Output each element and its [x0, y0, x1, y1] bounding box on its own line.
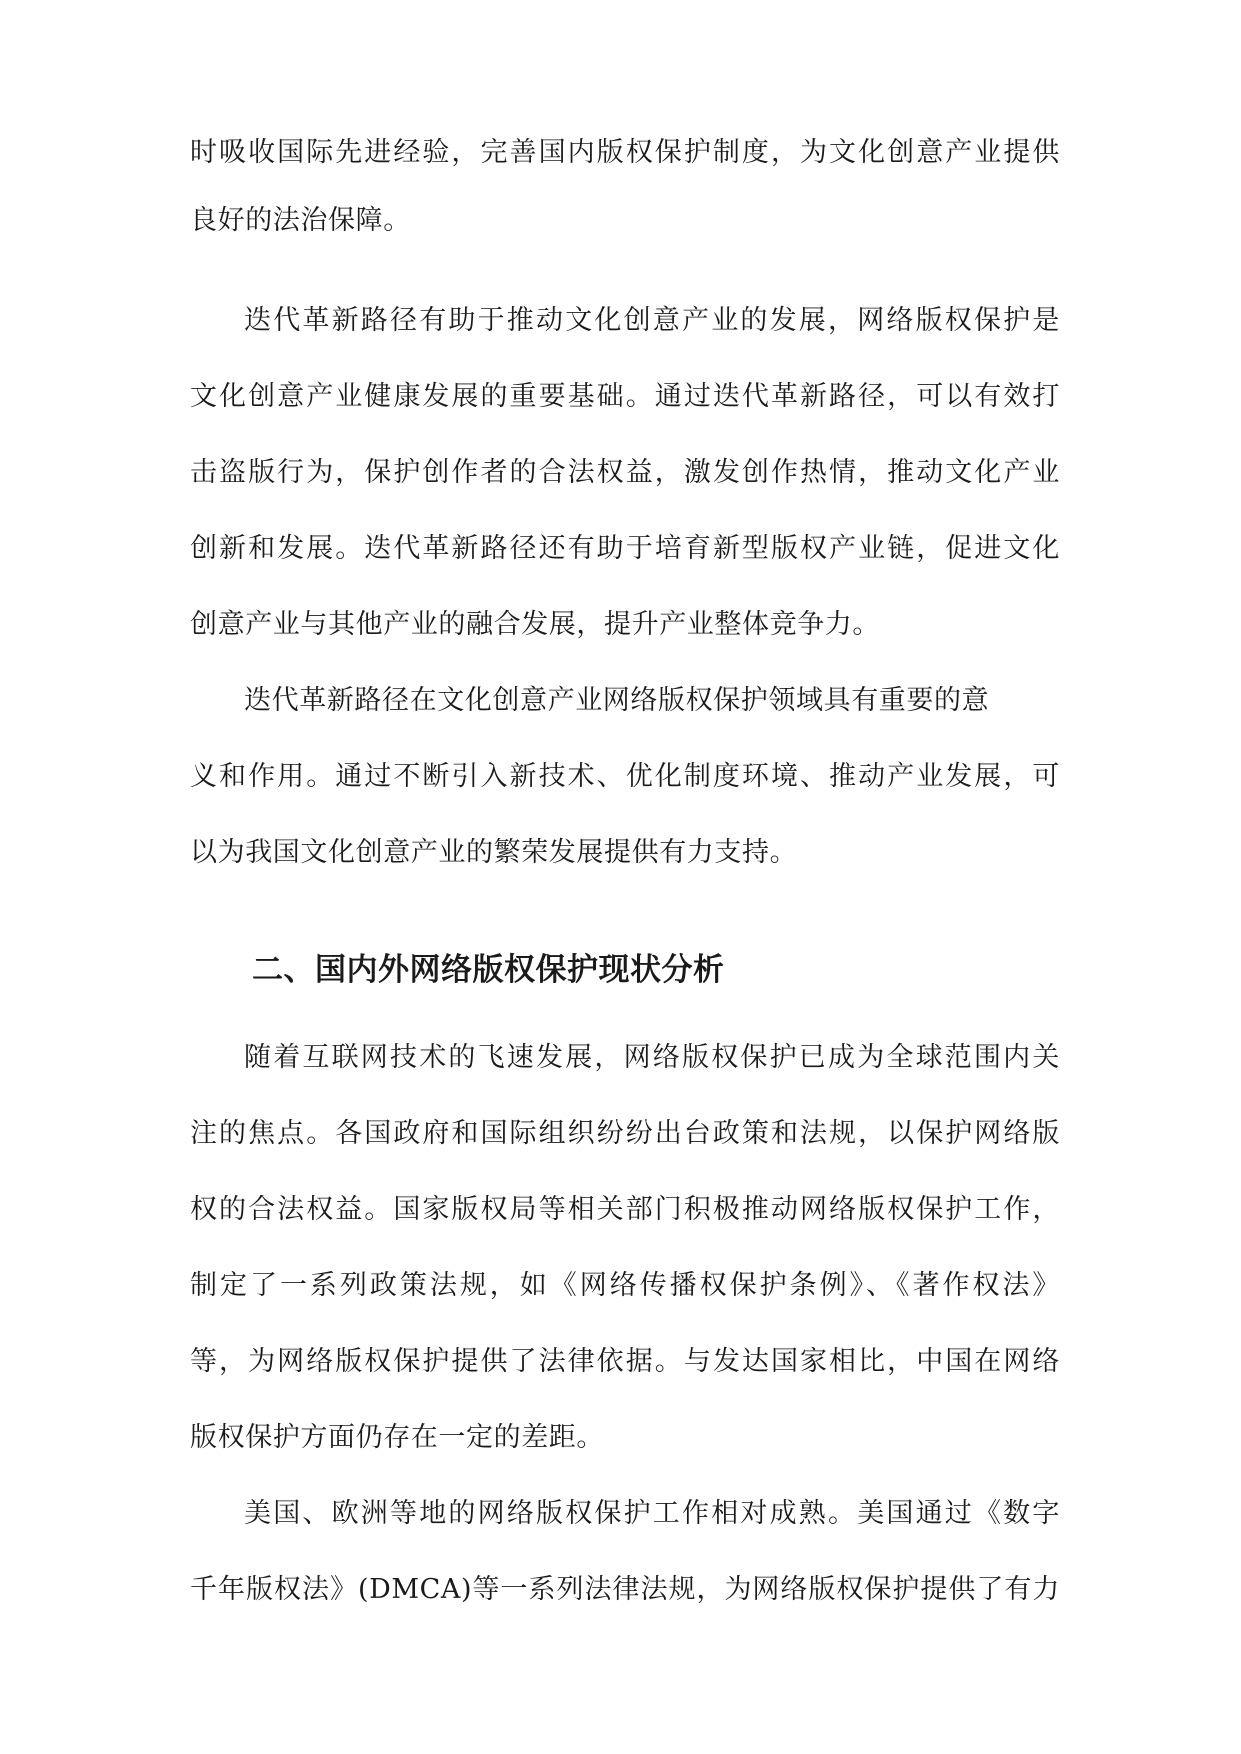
- paragraph-line: 时吸收国际先进经验，完善国内版权保护制度，为文化创意产业提供: [190, 137, 1060, 168]
- paragraph-line: 迭代革新路径有助于推动文化创意产业的发展，网络版权保护是: [244, 305, 1060, 336]
- paragraph-line: 以为我国文化创意产业的繁荣发展提供有力支持。: [190, 837, 798, 868]
- paragraph-line: 千年版权法》(DMCA)等一系列法律法规，为网络版权保护提供了有力: [190, 1574, 1060, 1605]
- paragraph-line: 迭代革新路径在文化创意产业网络版权保护领域具有重要的意: [244, 685, 990, 716]
- paragraph-line: 义和作用。通过不断引入新技术、优化制度环境、推动产业发展，可: [190, 761, 1060, 792]
- paragraph-line: 权的合法权益。国家版权局等相关部门积极推动网络版权保护工作，: [190, 1194, 1060, 1225]
- paragraph-line: 创新和发展。迭代革新路径还有助于培育新型版权产业链，促进文化: [190, 533, 1060, 564]
- paragraph-line: 版权保护方面仍存在一定的差距。: [190, 1422, 604, 1453]
- paragraph-line: 等，为网络版权保护提供了法律依据。与发达国家相比，中国在网络: [190, 1346, 1060, 1377]
- paragraph-line: 文化创意产业健康发展的重要基础。通过迭代革新路径，可以有效打: [190, 381, 1060, 412]
- paragraph-line: 注的焦点。各国政府和国际组织纷纷出台政策和法规，以保护网络版: [190, 1118, 1060, 1149]
- paragraph-line: 制定了一系列政策法规，如《网络传播权保护条例》、《著作权法》: [190, 1270, 1060, 1301]
- paragraph-line: 良好的法治保障。: [190, 205, 411, 236]
- section-heading: 二、国内外网络版权保护现状分析: [252, 952, 725, 988]
- paragraph-line: 随着互联网技术的飞速发展，网络版权保护已成为全球范围内关: [244, 1042, 1060, 1073]
- paragraph-line: 美国、欧洲等地的网络版权保护工作相对成熟。美国通过《数字: [244, 1498, 1060, 1529]
- paragraph-line: 击盗版行为，保护创作者的合法权益，激发创作热情，推动文化产业: [190, 457, 1060, 488]
- paragraph-line: 创意产业与其他产业的融合发展，提升产业整体竞争力。: [190, 609, 880, 640]
